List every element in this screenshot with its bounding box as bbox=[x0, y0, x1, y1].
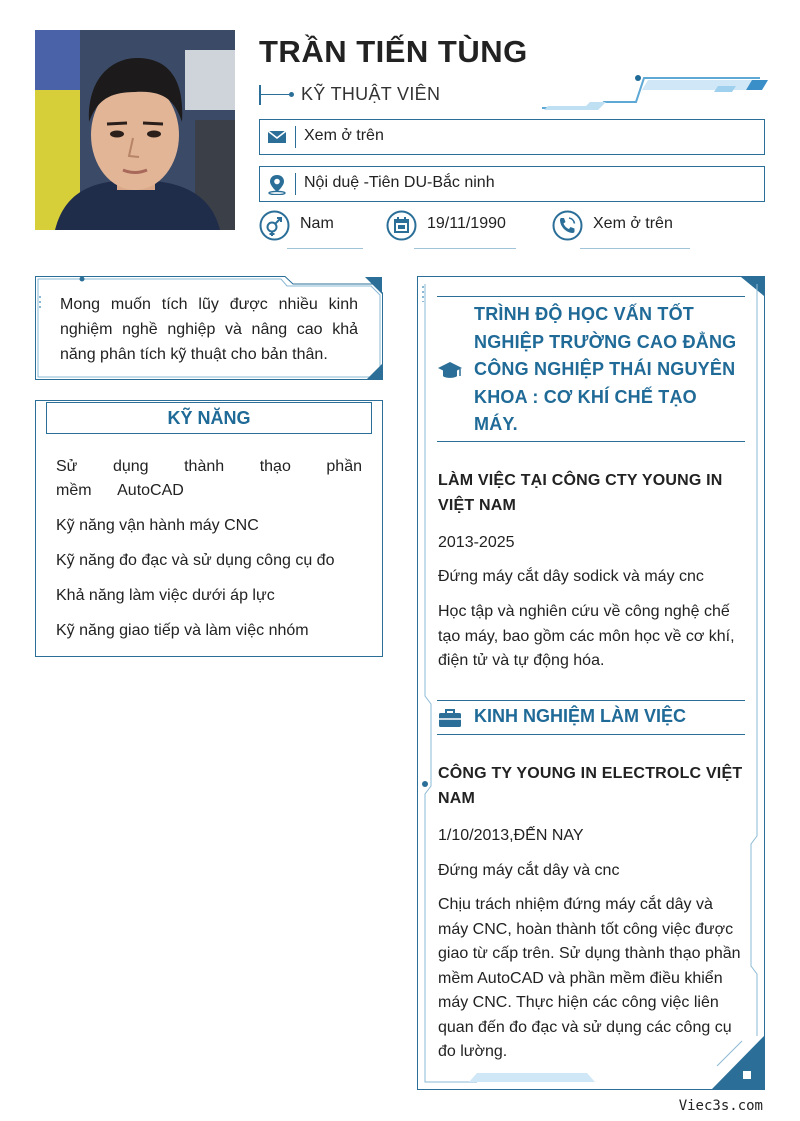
skills-title: KỸ NĂNG bbox=[46, 402, 372, 434]
skills-list bbox=[56, 455, 362, 654]
objective-box bbox=[35, 276, 383, 380]
candidate-name: TRẦN TIẾN TÙNG bbox=[259, 34, 528, 69]
address-box bbox=[259, 166, 765, 202]
header-decoration bbox=[540, 72, 770, 114]
education-role: Đứng máy cắt dây sodick và máy cnc bbox=[438, 568, 704, 585]
address-value: Nội duệ -Tiên DU-Bắc ninh bbox=[304, 174, 495, 191]
education-place: LÀM VIỆC TẠI CÔNG CTY YOUNG IN VIỆT NAM bbox=[438, 472, 723, 514]
email-value: Xem ở trên bbox=[304, 127, 384, 144]
phone-item bbox=[552, 210, 692, 250]
gender-value: Nam bbox=[300, 215, 334, 232]
job-title-connector bbox=[261, 94, 291, 95]
experience-description: Chịu trách nhiệm đứng máy cắt dây và máy CNC, hoàn thành tốt công việc được giao từ cấp trên. Sử dụng thành thạo phần mềm AutoCAD và phần mềm điều khiển máy CNC. Thực hiện các công việc liên quan đến đo đạc và sử dụng các công cụ đo lường. bbox=[438, 896, 741, 1060]
profile-photo bbox=[35, 30, 235, 230]
skills-section bbox=[35, 400, 383, 657]
graduation-cap-icon bbox=[437, 359, 463, 381]
education-title: TRÌNH ĐỘ HỌC VẤN TỐT NGHIỆP TRƯỜNG CAO ĐẲNG CÔNG NGHIỆP THÁI NGUYÊN KHOA : CƠ KHÍ CHẾ TẠO MÁY. bbox=[474, 304, 737, 434]
skill-item: Kỹ năng đo đạc và sử dụng công cụ đo bbox=[56, 552, 335, 569]
objective-text: Mong muốn tích lũy được nhiều kinh nghiệm nghề nghiệp và nâng cao khả năng phân tích kỹ thuật cho bản thân. bbox=[60, 296, 358, 363]
experience-period: 1/10/2013,ĐẾN NAY bbox=[438, 827, 584, 844]
experience-title: KINH NGHIỆM LÀM VIỆC bbox=[474, 706, 687, 726]
skill-item: Khả năng làm việc dưới áp lực bbox=[56, 587, 275, 604]
skill-item: Kỹ năng giao tiếp và làm việc nhóm bbox=[56, 622, 309, 639]
birthday-underline bbox=[414, 248, 516, 249]
email-box bbox=[259, 119, 765, 155]
briefcase-icon bbox=[437, 707, 463, 729]
envelope-icon bbox=[266, 126, 288, 148]
address-separator bbox=[295, 173, 296, 195]
job-title-marker bbox=[259, 85, 261, 105]
skill-item: Kỹ năng vận hành máy CNC bbox=[56, 517, 259, 534]
job-title: KỸ THUẬT VIÊN bbox=[301, 84, 441, 104]
email-separator bbox=[295, 126, 296, 148]
phone-value: Xem ở trên bbox=[593, 215, 673, 232]
experience-role: Đứng máy cắt dây và cnc bbox=[438, 862, 620, 879]
education-period: 2013-2025 bbox=[438, 534, 515, 551]
phone-underline bbox=[580, 248, 690, 249]
birthday-item bbox=[386, 210, 521, 250]
gender-item bbox=[259, 210, 369, 250]
location-pin-icon bbox=[266, 173, 288, 195]
gender-icon bbox=[259, 210, 290, 241]
experience-company: CÔNG TY YOUNG IN ELECTROLC VIỆT NAM bbox=[438, 765, 743, 807]
calendar-icon bbox=[386, 210, 417, 241]
skill-item: Sử dụng thành thạo phần mềm AutoCAD bbox=[56, 458, 362, 499]
gender-underline bbox=[287, 248, 363, 249]
experience-header bbox=[437, 700, 745, 735]
phone-icon bbox=[552, 210, 583, 241]
footer-watermark: Viec3s.com bbox=[678, 1098, 763, 1114]
education-description: Học tập và nghiên cứu về công nghệ chế tạo máy, bao gồm các môn học về cơ khí, điện tử và tự động hóa. bbox=[438, 603, 735, 669]
birthday-value: 19/11/1990 bbox=[427, 215, 506, 232]
education-header bbox=[437, 296, 745, 442]
